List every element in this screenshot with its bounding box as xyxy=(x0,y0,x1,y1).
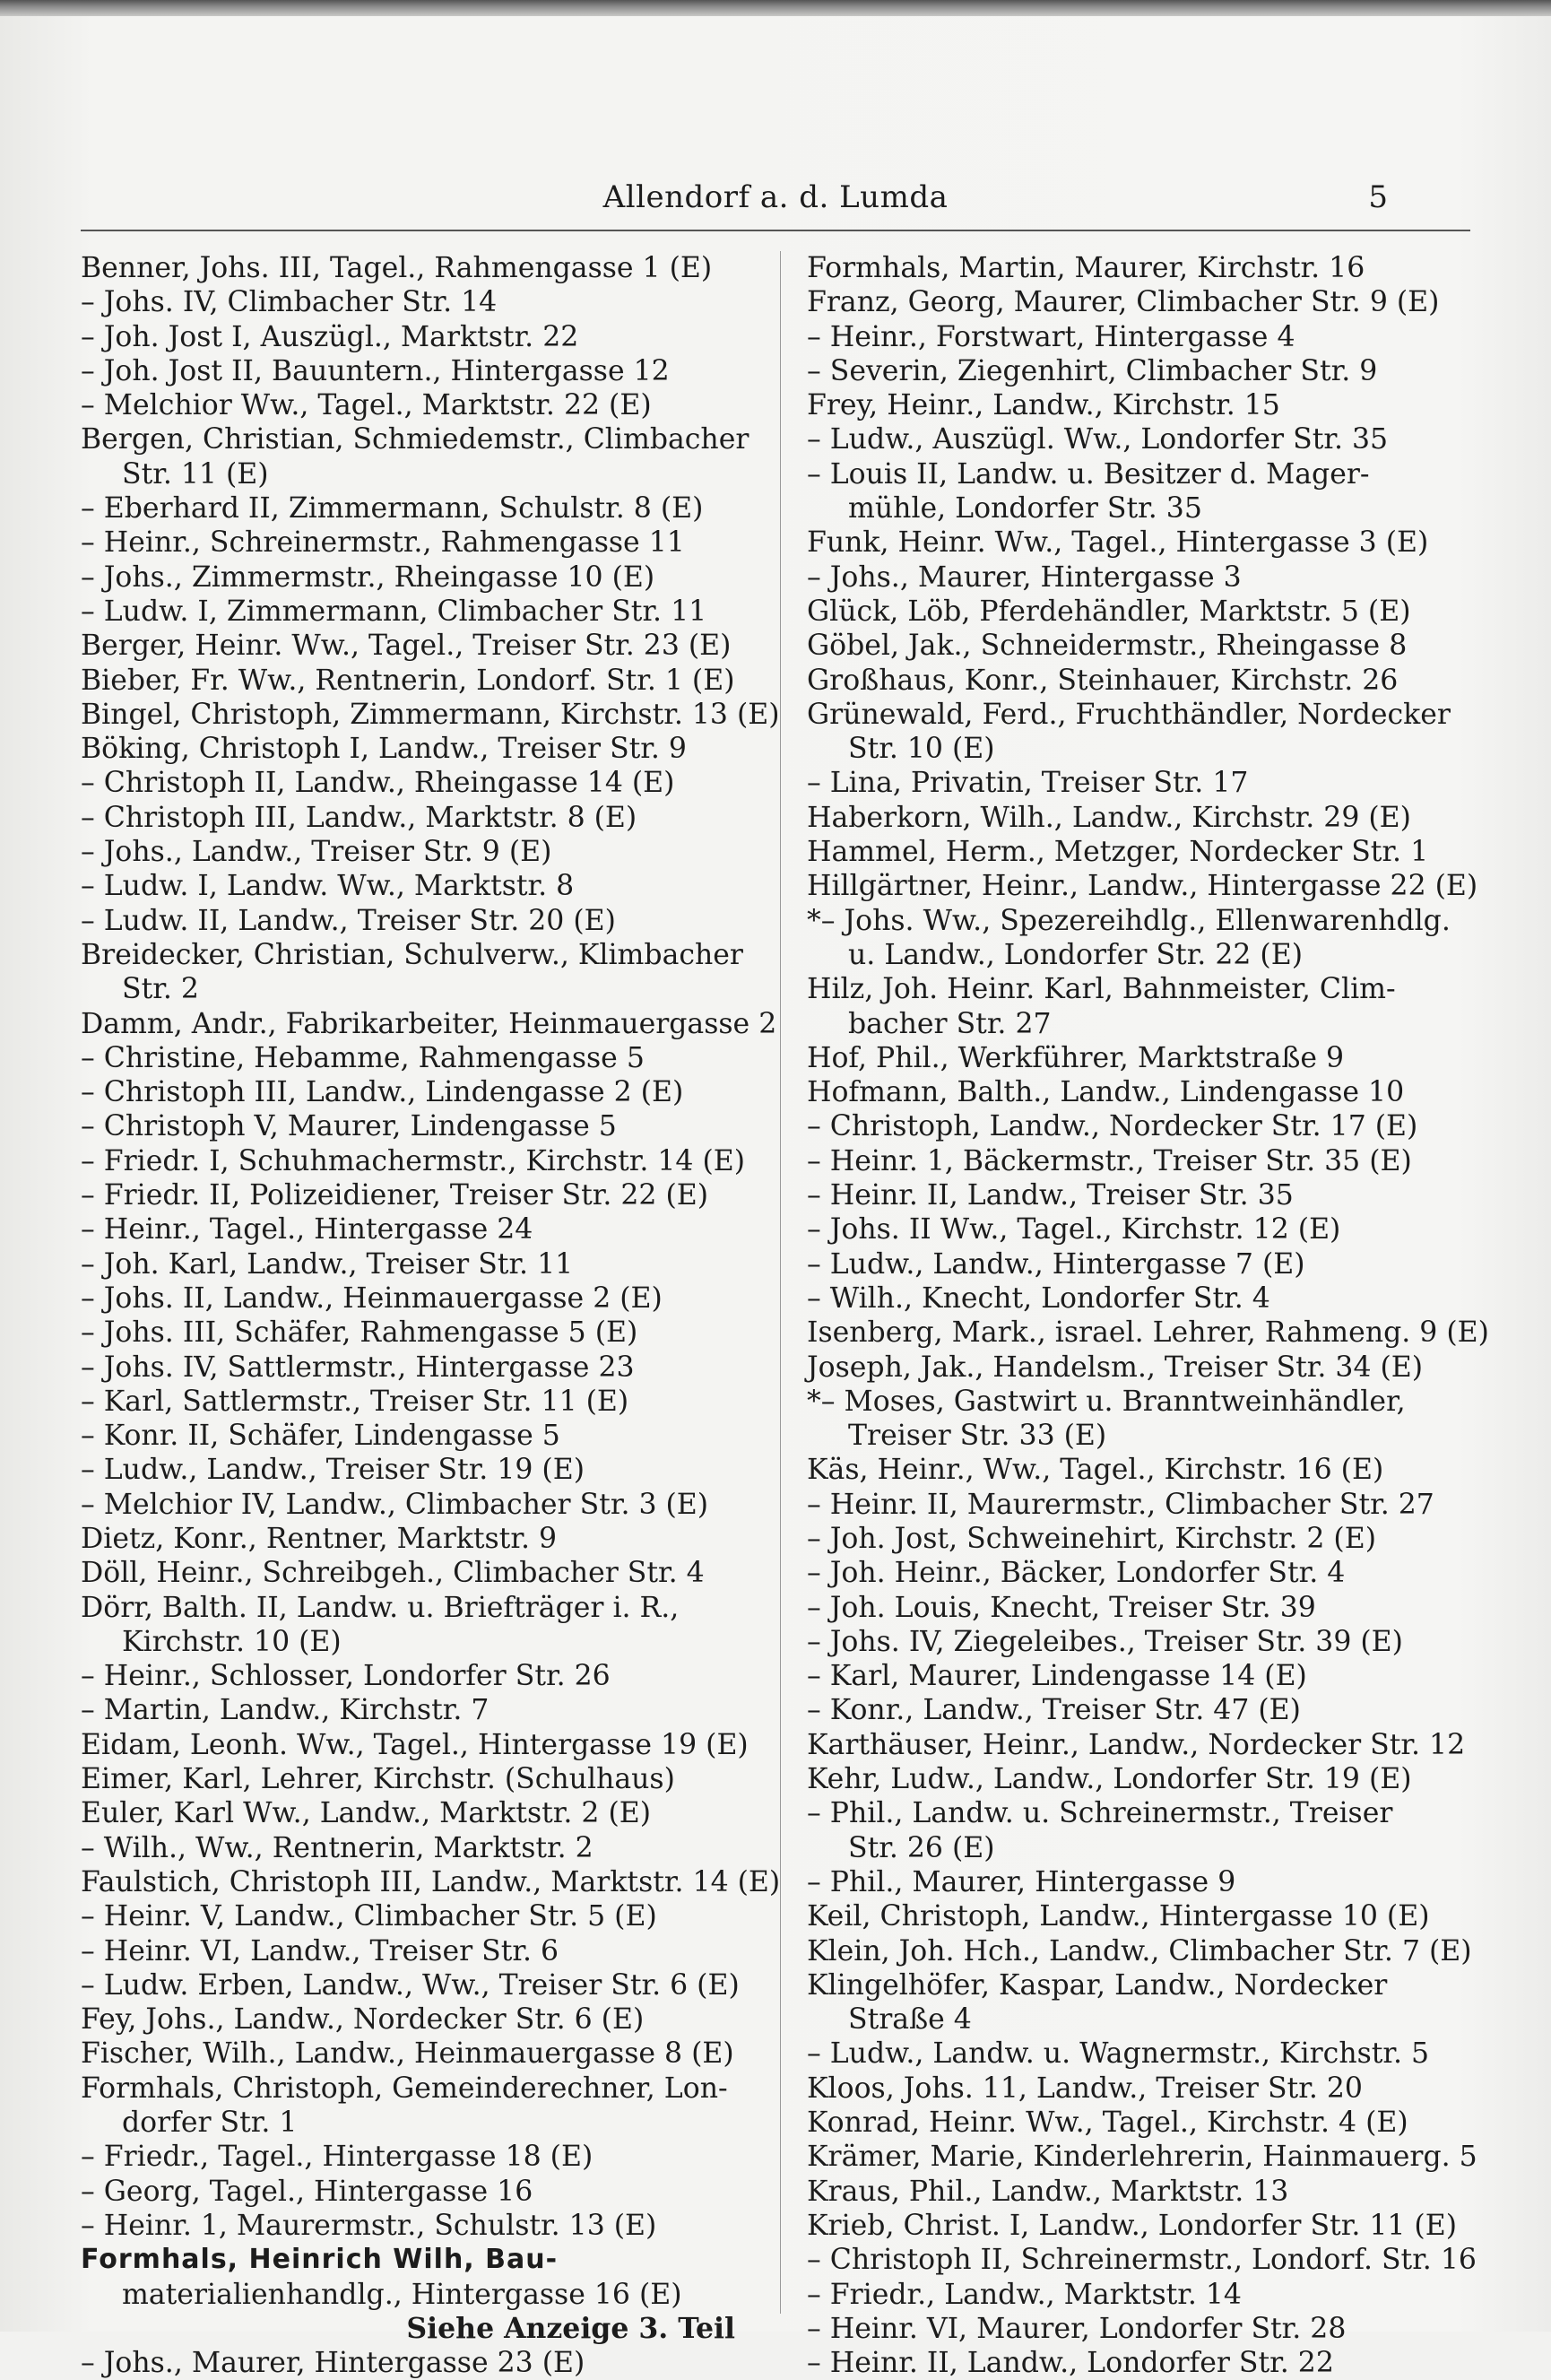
directory-entry: Kehr, Ludw., Landw., Londorfer Str. 19 (E) xyxy=(807,1763,1412,1796)
directory-entry: – Joh. Louis, Knecht, Treiser Str. 39 xyxy=(807,1591,1316,1624)
directory-entry: – Christoph III, Landw., Marktstr. 8 (E) xyxy=(81,801,637,834)
directory-entry: Damm, Andr., Fabrikarbeiter, Heinmauergasse 2 xyxy=(81,1007,777,1040)
directory-entry: Frey, Heinr., Landw., Kirchstr. 15 xyxy=(807,389,1280,422)
directory-entry: – Wilh., Knecht, Londorfer Str. 4 xyxy=(807,1281,1270,1315)
right-column xyxy=(807,251,1489,2380)
directory-entry: Dietz, Konr., Rentner, Marktstr. 9 xyxy=(81,1522,558,1555)
directory-entry-continuation: Kirchstr. 10 (E) xyxy=(122,1625,342,1658)
directory-entry: – Christoph, Landw., Nordecker Str. 17 (E) xyxy=(807,1110,1418,1143)
scan-top-edge xyxy=(0,0,1551,16)
directory-entry: Formhals, Heinrich Wilh, Bau- xyxy=(81,2244,559,2276)
page-number: 5 xyxy=(1368,179,1388,215)
directory-entry: – Phil., Maurer, Hintergasse 9 xyxy=(807,1865,1236,1898)
directory-entry: Konrad, Heinr. Ww., Tagel., Kirchstr. 4 (E) xyxy=(807,2106,1408,2140)
directory-entry-continuation: u. Landw., Londorfer Str. 22 (E) xyxy=(848,938,1303,971)
directory-entry: Hilz, Joh. Heinr. Karl, Bahnmeister, Clim- xyxy=(807,973,1396,1006)
directory-entry: – Joh. Jost II, Bauuntern., Hintergasse 12 xyxy=(81,354,670,387)
directory-entry: – Konr. II, Schäfer, Lindengasse 5 xyxy=(81,1420,560,1453)
directory-entry: Klingelhöfer, Kaspar, Landw., Nordecker xyxy=(807,1968,1388,2002)
directory-entry: – Heinr., Schreinermstr., Rahmengasse 11 xyxy=(81,526,685,560)
directory-entry: – Ludw. Erben, Landw., Ww., Treiser Str. 6 (E) xyxy=(81,1968,740,2002)
directory-entry: Breidecker, Christian, Schulverw., Klimbacher xyxy=(81,938,743,971)
directory-entry: Klein, Joh. Hch., Landw., Climbacher Str. 7 (E) xyxy=(807,1934,1472,1967)
directory-entry: Funk, Heinr. Ww., Tagel., Hintergasse 3 (E) xyxy=(807,526,1429,560)
directory-entry: – Friedr. II, Polizeidiener, Treiser Str. 22 (E) xyxy=(81,1179,709,1212)
directory-entry: Fey, Johs., Landw., Nordecker Str. 6 (E) xyxy=(81,2003,645,2037)
directory-entry: Haberkorn, Wilh., Landw., Kirchstr. 29 (E) xyxy=(807,801,1411,834)
directory-entry: Hammel, Herm., Metzger, Nordecker Str. 1 xyxy=(807,836,1429,869)
directory-entry-continuation: Straße 4 xyxy=(848,2003,972,2037)
directory-entry: – Heinr. II, Maurermstr., Climbacher Str. 27 xyxy=(807,1488,1434,1521)
directory-entry: – Heinr., Schlosser, Londorfer Str. 26 xyxy=(81,1660,611,1693)
directory-entry-continuation: bacher Str. 27 xyxy=(848,1007,1052,1040)
directory-entry: – Johs. IV, Sattlermstr., Hintergasse 23 xyxy=(81,1351,635,1384)
directory-entry: – Friedr., Landw., Marktstr. 14 xyxy=(807,2278,1242,2311)
directory-entry: Franz, Georg, Maurer, Climbacher Str. 9 (E) xyxy=(807,286,1440,319)
directory-entry: – Karl, Sattlermstr., Treiser Str. 11 (E) xyxy=(81,1385,629,1418)
directory-entry: – Johs. IV, Climbacher Str. 14 xyxy=(81,286,498,319)
directory-entry: Göbel, Jak., Schneidermstr., Rheingasse 8 xyxy=(807,630,1408,663)
directory-entry: – Christoph III, Landw., Lindengasse 2 (E) xyxy=(81,1076,684,1109)
directory-entry: – Lina, Privatin, Treiser Str. 17 xyxy=(807,767,1249,800)
directory-entry: – Eberhard II, Zimmermann, Schulstr. 8 (E) xyxy=(81,492,704,526)
directory-entry: Fischer, Wilh., Landw., Heinmauergasse 8 (E) xyxy=(81,2037,734,2071)
directory-entry: – Heinr. 1, Maurermstr., Schulstr. 13 (E) xyxy=(81,2209,657,2242)
header-rule xyxy=(81,230,1470,231)
directory-entry: – Melchior IV, Landw., Climbacher Str. 3 (E) xyxy=(81,1488,709,1521)
directory-entry: – Georg, Tagel., Hintergasse 16 xyxy=(81,2175,533,2208)
directory-entry: – Martin, Landw., Kirchstr. 7 xyxy=(81,1694,490,1727)
directory-entry: Krieb, Christ. I, Landw., Londorfer Str. 11 (E) xyxy=(807,2209,1458,2242)
directory-entry: – Johs., Maurer, Hintergasse 23 (E) xyxy=(81,2347,585,2380)
directory-entry: – Ludw. I, Zimmermann, Climbacher Str. 11 xyxy=(81,595,707,628)
column-divider xyxy=(780,251,781,2314)
directory-entry: – Joh. Jost, Schweinehirt, Kirchstr. 2 (E) xyxy=(807,1522,1376,1555)
directory-entry: Keil, Christoph, Landw., Hintergasse 10 (E) xyxy=(807,1900,1430,1933)
directory-entry-continuation: Str. 26 (E) xyxy=(848,1831,995,1864)
directory-entry: – Wilh., Ww., Rentnerin, Marktstr. 2 xyxy=(81,1831,594,1864)
directory-entry: Großhaus, Konr., Steinhauer, Kirchstr. 26 xyxy=(807,664,1399,697)
directory-entry: – Joh. Karl, Landw., Treiser Str. 11 xyxy=(81,1247,574,1281)
directory-entry: Dörr, Balth. II, Landw. u. Briefträger i. R., xyxy=(81,1591,680,1624)
directory-entry: – Friedr., Tagel., Hintergasse 18 (E) xyxy=(81,2141,594,2174)
directory-entry: Eimer, Karl, Lehrer, Kirchstr. (Schulhaus) xyxy=(81,1763,675,1796)
directory-entry: – Heinr. 1, Bäckermstr., Treiser Str. 35 (E) xyxy=(807,1144,1412,1177)
directory-entry: – Ludw., Landw., Treiser Str. 19 (E) xyxy=(81,1454,585,1487)
directory-entry: – Konr., Landw., Treiser Str. 47 (E) xyxy=(807,1694,1301,1727)
directory-entry: Euler, Karl Ww., Landw., Marktstr. 2 (E) xyxy=(81,1797,652,1830)
directory-entry: – Joh. Jost I, Auszügl., Marktstr. 22 xyxy=(81,320,579,353)
directory-entry-continuation: dorfer Str. 1 xyxy=(122,2106,298,2140)
directory-entry: – Heinr., Tagel., Hintergasse 24 xyxy=(81,1213,533,1246)
directory-entry: – Heinr., Forstwart, Hintergasse 4 xyxy=(807,320,1295,353)
directory-entry: – Johs. II Ww., Tagel., Kirchstr. 12 (E) xyxy=(807,1213,1341,1246)
directory-entry: – Karl, Maurer, Lindengasse 14 (E) xyxy=(807,1660,1307,1693)
directory-entry-continuation: mühle, Londorfer Str. 35 xyxy=(848,492,1202,526)
directory-entry: – Ludw., Landw., Hintergasse 7 (E) xyxy=(807,1247,1305,1281)
directory-entry: Kraus, Phil., Landw., Marktstr. 13 xyxy=(807,2175,1289,2208)
advertisement-note: Siehe Anzeige 3. Teil xyxy=(406,2311,735,2345)
directory-entry: Glück, Löb, Pferdehändler, Marktstr. 5 (E) xyxy=(807,595,1411,628)
directory-entry: Döll, Heinr., Schreibgeh., Climbacher Str. 4 xyxy=(81,1557,705,1590)
directory-entry: Benner, Johs. III, Tagel., Rahmengasse 1 (E) xyxy=(81,252,713,284)
directory-entry: – Johs. III, Schäfer, Rahmengasse 5 (E) xyxy=(81,1316,638,1350)
directory-entry: Hillgärtner, Heinr., Landw., Hintergasse 22 (E) xyxy=(807,870,1478,903)
directory-entry: – Joh. Heinr., Bäcker, Londorfer Str. 4 xyxy=(807,1557,1346,1590)
directory-entry-continuation: Treiser Str. 33 (E) xyxy=(848,1420,1107,1453)
directory-entry: Böking, Christoph I, Landw., Treiser Str. 9 xyxy=(81,733,687,766)
directory-entry: – Johs., Zimmermstr., Rheingasse 10 (E) xyxy=(81,560,655,594)
directory-entry: Berger, Heinr. Ww., Tagel., Treiser Str. 23 (E) xyxy=(81,630,732,663)
directory-entry: – Johs., Maurer, Hintergasse 3 xyxy=(807,560,1242,594)
directory-entry: – Christoph V, Maurer, Lindengasse 5 xyxy=(81,1110,617,1143)
directory-entry-continuation: Str. 2 xyxy=(122,973,199,1006)
directory-entry: – Heinr. II, Landw., Londorfer Str. 22 xyxy=(807,2347,1334,2380)
directory-entry: – Christoph II, Landw., Rheingasse 14 (E) xyxy=(81,767,675,800)
directory-entry: – Johs. II, Landw., Heinmauergasse 2 (E) xyxy=(81,1281,663,1315)
directory-entry: – Ludw., Auszügl. Ww., Londorfer Str. 35 xyxy=(807,423,1389,456)
directory-entry: Joseph, Jak., Handelsm., Treiser Str. 34 (E) xyxy=(807,1351,1424,1384)
directory-entry: Kloos, Johs. 11, Landw., Treiser Str. 20 xyxy=(807,2072,1363,2105)
directory-entry: – Heinr. VI, Maurer, Londorfer Str. 28 xyxy=(807,2312,1347,2345)
directory-entry: Käs, Heinr., Ww., Tagel., Kirchstr. 16 (E) xyxy=(807,1454,1384,1487)
page-title: Allendorf a. d. Lumda xyxy=(602,179,949,215)
directory-entry: *– Johs. Ww., Spezereihdlg., Ellenwarenhdlg. xyxy=(807,904,1451,937)
directory-entry: – Ludw., Landw. u. Wagnermstr., Kirchstr. 5 xyxy=(807,2037,1430,2071)
directory-entry: – Louis II, Landw. u. Besitzer d. Mager- xyxy=(807,457,1370,491)
directory-entry: Hof, Phil., Werkführer, Marktstraße 9 xyxy=(807,1041,1345,1074)
directory-entry-continuation: Str. 11 (E) xyxy=(122,457,269,491)
directory-entry: Hofmann, Balth., Landw., Lindengasse 10 xyxy=(807,1076,1405,1109)
directory-entry: – Phil., Landw. u. Schreinermstr., Treiser xyxy=(807,1797,1393,1830)
directory-entry: – Ludw. I, Landw. Ww., Marktstr. 8 xyxy=(81,870,575,903)
directory-entry: – Severin, Ziegenhirt, Climbacher Str. 9 xyxy=(807,354,1378,387)
directory-entry: Bergen, Christian, Schmiedemstr., Climbacher xyxy=(81,423,750,456)
directory-entry-continuation: materialienhandlg., Hintergasse 16 (E) xyxy=(122,2278,682,2311)
directory-entry: *– Moses, Gastwirt u. Branntweinhändler, xyxy=(807,1385,1406,1418)
directory-entry: – Heinr. II, Landw., Treiser Str. 35 xyxy=(807,1179,1294,1212)
directory-entry: – Heinr. VI, Landw., Treiser Str. 6 xyxy=(81,1934,559,1967)
running-head xyxy=(0,179,1551,224)
directory-entry: Krämer, Marie, Kinderlehrerin, Hainmauerg. 5 xyxy=(807,2141,1477,2174)
directory-entry-continuation: Str. 10 (E) xyxy=(848,733,995,766)
directory-entry: Grünewald, Ferd., Fruchthändler, Nordecker xyxy=(807,698,1451,731)
directory-entry: – Melchior Ww., Tagel., Marktstr. 22 (E) xyxy=(81,389,652,422)
directory-entry: Isenberg, Mark., israel. Lehrer, Rahmeng. 9 (E) xyxy=(807,1316,1489,1350)
directory-entry: – Christine, Hebamme, Rahmengasse 5 xyxy=(81,1041,645,1074)
left-column xyxy=(81,251,781,2380)
directory-entry: – Johs., Landw., Treiser Str. 9 (E) xyxy=(81,836,552,869)
directory-entry: – Heinr. V, Landw., Climbacher Str. 5 (E) xyxy=(81,1900,657,1933)
directory-entry: Eidam, Leonh. Ww., Tagel., Hintergasse 19 (E) xyxy=(81,1728,749,1761)
directory-entry: Bingel, Christoph, Zimmermann, Kirchstr. 13 (E) xyxy=(81,698,780,731)
directory-entry: Bieber, Fr. Ww., Rentnerin, Londorf. Str. 1 (E) xyxy=(81,664,735,697)
directory-entry: – Christoph II, Schreinermstr., Londorf. Str. 16 xyxy=(807,2244,1477,2277)
directory-entry: – Friedr. I, Schuhmachermstr., Kirchstr. 14 (E) xyxy=(81,1144,746,1177)
directory-entry: – Ludw. II, Landw., Treiser Str. 20 (E) xyxy=(81,904,616,937)
directory-entry: Faulstich, Christoph III, Landw., Marktstr. 14 (E) xyxy=(81,1865,781,1898)
directory-entry: Formhals, Christoph, Gemeinderechner, Lon- xyxy=(81,2072,728,2105)
directory-entry: Formhals, Martin, Maurer, Kirchstr. 16 xyxy=(807,252,1365,284)
directory-entry: Karthäuser, Heinr., Landw., Nordecker Str. 12 xyxy=(807,1728,1466,1761)
directory-entry: – Johs. IV, Ziegeleibes., Treiser Str. 39 (E) xyxy=(807,1625,1403,1658)
